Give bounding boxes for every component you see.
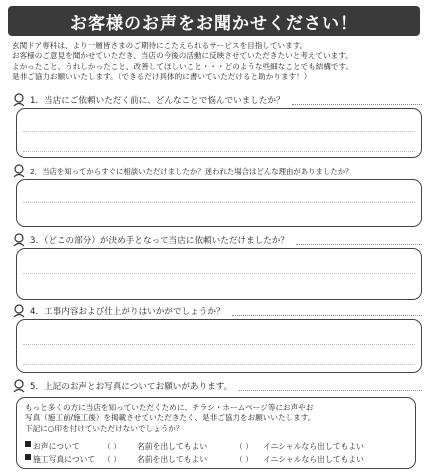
answer-box-1[interactable] (16, 108, 422, 158)
consent-row-voice (25, 441, 364, 452)
choice-initial-mark[interactable]: （ ） (235, 455, 254, 464)
intro-line: 是非ご協力お願いいたします。（できるだけ具体的に書いていただけると助かります！） (12, 72, 312, 82)
consent-line: 写真（施工前/施工後）を掲載させていただきたく、是非ご協力をお願いいたします。 (25, 413, 316, 423)
intro-line: 玄関ドア専科は、より一層皆さまのご期待にこたえられるサービスを目指しています。 (12, 41, 308, 50)
intro-line: お客様のご意見を聞かせていただき、当店の今後の活動に反映させていただきたいと考えています。 (12, 51, 353, 61)
question-label: 4．工事内容および仕上がりはいかがでしょうか？ (30, 307, 225, 317)
answer-box-4[interactable] (16, 319, 422, 373)
row-label: 施工写真について (33, 455, 96, 464)
intro-text (12, 41, 422, 83)
person-icon (12, 304, 26, 318)
bullet-square-icon (25, 441, 31, 447)
option-initial: イニシャルなら出してもよい (263, 455, 364, 464)
question-4 (12, 303, 422, 373)
bullet-square-icon (25, 454, 31, 460)
person-icon (12, 379, 26, 393)
option-name: 名前を出してもよい (137, 442, 208, 451)
answer-box-2[interactable] (16, 179, 422, 227)
person-icon (12, 93, 26, 107)
option-name: 名前を出してもよい (137, 455, 208, 464)
choice-name-mark[interactable]: （ ） (103, 442, 122, 451)
question-label: 2．当店を知ってからすぐに相談いただけましたか？迷われた場合はどんな理由がありましたか？ (30, 166, 353, 176)
question-2 (12, 163, 422, 227)
consent-line: もっと多くの方に当店を知っていただくために、チラシ・ホームページ等にお声やお (25, 403, 314, 412)
question-3 (12, 232, 422, 300)
consent-line: 下記に○印を付けていただけないでしょうか？ (25, 423, 184, 433)
question-label: 1．当店にご依頼いただく前に、どんなことで悩んでいましたか？ (30, 96, 285, 106)
row-label: お声について (33, 442, 80, 451)
choice-initial-mark[interactable]: （ ） (235, 442, 254, 451)
question-1 (12, 92, 422, 158)
choice-name-mark[interactable]: （ ） (103, 455, 122, 464)
person-icon (12, 233, 26, 247)
answer-box-3[interactable] (16, 248, 422, 300)
page-title-banner: お客様のお声をお聞かせください！ (8, 6, 420, 36)
question-label: 3．（どこの部分）が決め手となって当店に依頼いただけましたか？ (30, 236, 289, 246)
intro-line: よかったこと、うれしかったこと、改善してほしいこと・・・どのような些細なことでも結構です。 (12, 61, 354, 71)
option-initial: イニシャルなら出してもよい (263, 442, 364, 451)
person-icon (12, 164, 26, 178)
question-5 (12, 378, 422, 394)
consent-box (16, 397, 416, 469)
question-label: 5．上記のお声とお写真についてお願いがあります。 (30, 382, 233, 392)
consent-row-photo (25, 454, 364, 465)
consent-text (25, 403, 315, 434)
